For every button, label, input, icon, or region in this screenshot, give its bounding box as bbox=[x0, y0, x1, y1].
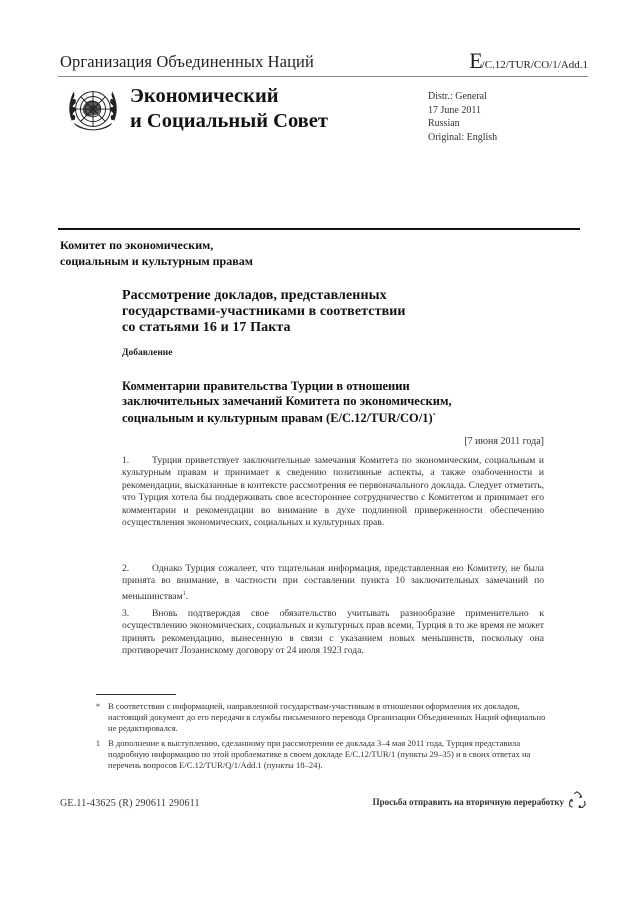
title-line-1: Рассмотрение докладов, представленных bbox=[122, 288, 387, 303]
title-line-2: государствами-участниками в соответствии bbox=[122, 304, 406, 319]
paragraph-text: Вновь подтверждая свое обязательство учитывать разнообразие применительно к осуществлению экономических, социальных и культурных прав всеми, Турция в то же время не может принять рекомендацию, вынесенную в связи с указанием новых меньшинств, поскольку она противоречит Лозаннскому договору от 24 июля 1923 года. bbox=[122, 608, 544, 657]
paragraph-number: 2. bbox=[122, 563, 130, 574]
subtitle-line-1: Комментарии правительства Турции в отношении bbox=[122, 379, 410, 393]
subtitle-line-2: заключительных замечаний Комитета по экономическим, bbox=[122, 394, 452, 408]
footnote-text: В дополнение к выступлению, сделанному при рассмотрении ее доклада 3–4 мая 2011 года, Турция представила подробную информацию по этой проблематике в своем докладе E/C.12/TUR/1 (пункты 29–35) и в своих ответах на перечень вопросов E/C.12/TUR/Q/1/Add.1 (пункты 18–24). bbox=[108, 738, 531, 770]
document-subtitle bbox=[122, 379, 542, 426]
distr-date: 17 June 2011 bbox=[428, 104, 481, 116]
footnote-mark: 1 bbox=[96, 739, 100, 748]
footnote-text: В соответствии с информацией, направленной государствам-участникам в отношении оформления их докладов, настоящий документ до его передачи в службы письменного перевода Организации Объединенных Наций официально не редактировался. bbox=[108, 701, 546, 733]
organization-name: Организация Объединенных Наций bbox=[60, 52, 314, 71]
distr-type: Distr.: General bbox=[428, 91, 487, 102]
council-line-1: Экономический bbox=[130, 85, 279, 107]
committee-line-1: Комитет по экономическим, bbox=[60, 238, 214, 252]
header-rule bbox=[58, 76, 588, 77]
recycle-icon bbox=[566, 790, 588, 814]
document-title bbox=[122, 288, 522, 336]
distr-language: Russian bbox=[428, 118, 460, 129]
footnote-ref-star[interactable]: * bbox=[432, 413, 436, 419]
paragraph-text: Турция приветствует заключительные замечания Комитета по экономическим, социальным и культурным правам и принимает к сведению позитивные аспекты, а также озабоченности и рекомендации, высказанные в контексте рассмотрения ее первоначального доклада. Следует отметить, что Турция хотела бы поддерживать свое всестороннее сотрудничество с Комитетом и принимает его комментарии и рекомендации во внимание в духе подлинной приверженности обеспечению осуществления экономических, социальных и культурных прав. bbox=[122, 455, 544, 529]
job-number: GE.11-43625 (R) 290611 290611 bbox=[60, 798, 200, 809]
title-line-3: со статьями 16 и 17 Пакта bbox=[122, 320, 291, 335]
symbol-rest: /C.12/TUR/CO/1/Add.1 bbox=[481, 59, 588, 71]
paragraph-end: . bbox=[185, 591, 189, 602]
footnote-rule bbox=[96, 694, 176, 695]
committee-name bbox=[60, 237, 253, 269]
distribution-block bbox=[428, 90, 497, 144]
recycle-text: Просьба отправить на вторичную переработку bbox=[372, 797, 564, 807]
symbol-prefix: E bbox=[469, 48, 482, 73]
footnote-mark: * bbox=[96, 702, 100, 711]
distr-original: Original: English bbox=[428, 131, 498, 143]
paragraph-1 bbox=[122, 455, 544, 529]
paragraph-2 bbox=[122, 563, 544, 603]
recycle-notice bbox=[373, 790, 588, 814]
date-received: [7 июня 2011 года] bbox=[464, 436, 544, 447]
council-line-2: и Социальный Совет bbox=[130, 110, 328, 132]
document-symbol bbox=[469, 48, 588, 74]
subtitle-line-3 bbox=[122, 409, 542, 426]
paragraph-number: 1. bbox=[122, 455, 130, 466]
paragraph-3 bbox=[122, 608, 544, 658]
council-name bbox=[130, 84, 328, 134]
paragraph-text: Однако Турция сожалеет, что тщательная информация, представленная ею Комитету, не была принята во внимание, в частности при составлении пункта 10 заключительных замечаний по меньшинствам bbox=[122, 563, 544, 602]
committee-line-2: социальным и культурным правам bbox=[60, 254, 253, 268]
un-emblem-icon bbox=[64, 82, 122, 140]
subtitle-line-3-text: социальным и культурным правам (E/C.12/TUR/CO/1) bbox=[122, 411, 433, 426]
footnote-star bbox=[96, 701, 548, 734]
paragraph-number: 3. bbox=[122, 608, 130, 619]
footnote-1 bbox=[96, 738, 548, 771]
footnote-ref-1[interactable]: 1 bbox=[182, 590, 186, 597]
addendum-label: Добавление bbox=[122, 348, 173, 358]
section-rule bbox=[58, 228, 580, 230]
